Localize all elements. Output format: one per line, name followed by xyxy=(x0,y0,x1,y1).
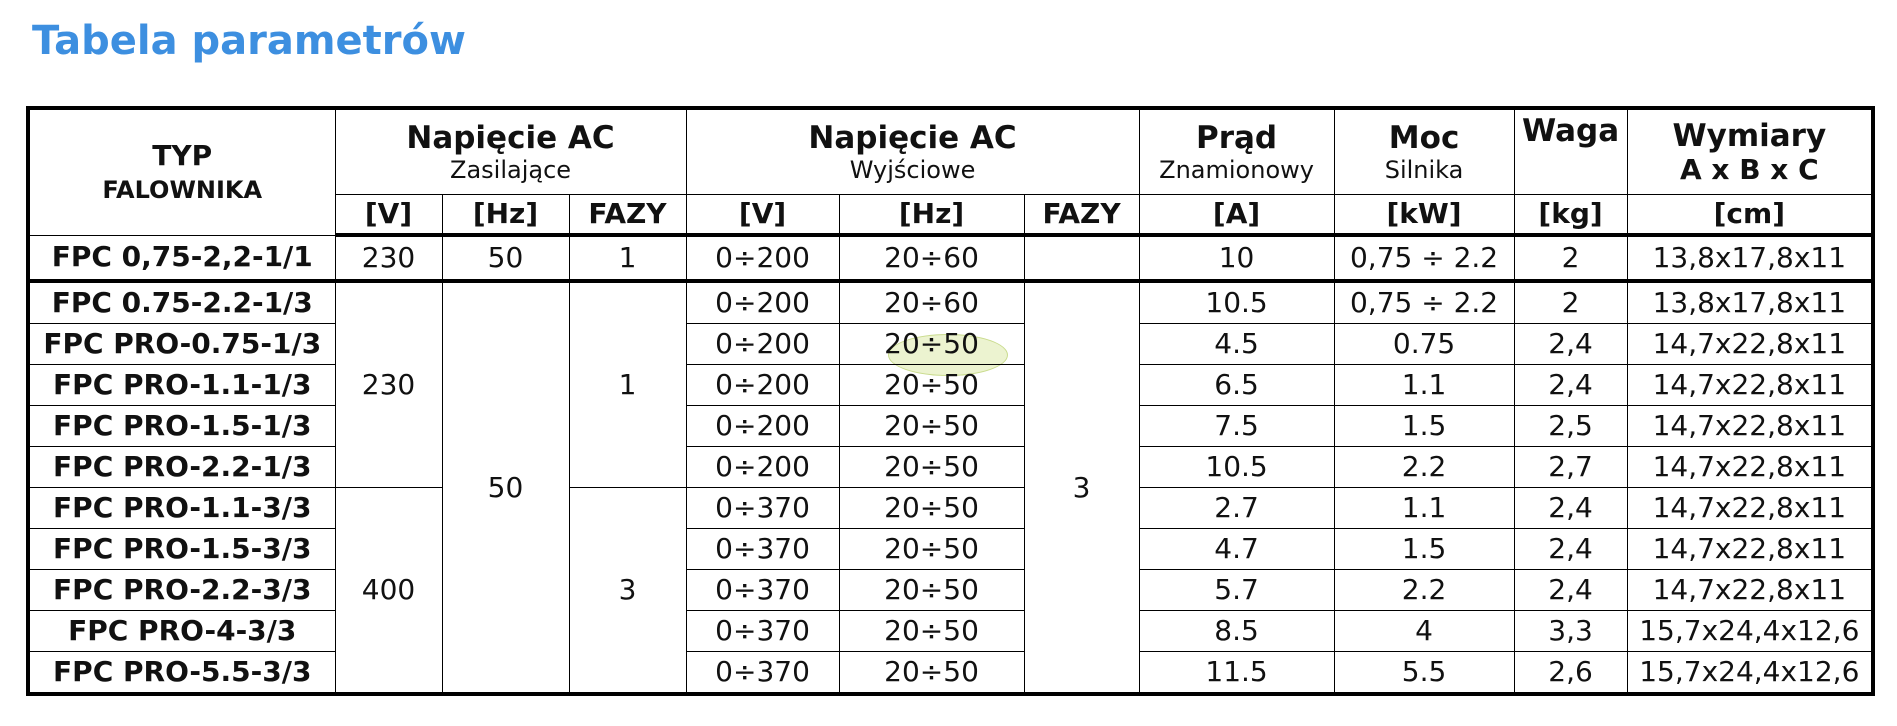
cell-output-hz: 20÷50 xyxy=(839,529,1024,570)
cell-weight: 2,4 xyxy=(1514,488,1627,529)
cell-power: 4 xyxy=(1334,611,1514,652)
cell-output-v: 0÷370 xyxy=(686,570,839,611)
cell-weight: 2,4 xyxy=(1514,324,1627,365)
cell-current: 10 xyxy=(1139,235,1334,281)
cell-output-v: 0÷200 xyxy=(686,324,839,365)
cell-weight: 2,6 xyxy=(1514,652,1627,695)
cell-output-v: 0÷200 xyxy=(686,365,839,406)
header-supply-sub: Zasilające xyxy=(450,155,572,184)
cell-output-v: 0÷200 xyxy=(686,235,839,281)
cell-supply-hz-group: 50 xyxy=(442,281,569,694)
cell-power: 2.2 xyxy=(1334,570,1514,611)
cell-output-v: 0÷370 xyxy=(686,529,839,570)
cell-model: FPC PRO-1.5-1/3 xyxy=(28,406,335,447)
cell-weight: 2,4 xyxy=(1514,529,1627,570)
cell-model: FPC PRO-2.2-3/3 xyxy=(28,570,335,611)
cell-output-v: 0÷370 xyxy=(686,652,839,695)
cell-power: 2.2 xyxy=(1334,447,1514,488)
table-row xyxy=(28,570,1873,611)
cell-supply-hz: 50 xyxy=(442,235,569,281)
cell-model: FPC 0,75-2,2-1/1 xyxy=(28,235,335,281)
page-title: Tabela parametrów xyxy=(32,18,466,64)
header-typ xyxy=(28,108,335,235)
table-row xyxy=(28,529,1873,570)
cell-dims: 15,7x24,4x12,6 xyxy=(1627,652,1873,695)
unit-output-v: [V] xyxy=(686,195,839,236)
header-supply xyxy=(335,108,686,195)
cell-model: FPC PRO-1.5-3/3 xyxy=(28,529,335,570)
cell-dims: 14,7x22,8x11 xyxy=(1627,365,1873,406)
cell-dims: 14,7x22,8x11 xyxy=(1627,529,1873,570)
cell-current: 6.5 xyxy=(1139,365,1334,406)
cell-current: 10.5 xyxy=(1139,281,1334,324)
cell-weight: 2 xyxy=(1514,281,1627,324)
table-row xyxy=(28,281,1873,324)
cell-supply-v-group: 230 xyxy=(335,281,442,488)
cell-model: FPC PRO-0.75-1/3 xyxy=(28,324,335,365)
header-current-main: Prąd xyxy=(1196,119,1278,156)
cell-power: 5.5 xyxy=(1334,652,1514,695)
cell-model: FPC PRO-4-3/3 xyxy=(28,611,335,652)
cell-current: 2.7 xyxy=(1139,488,1334,529)
unit-dims: [cm] xyxy=(1627,195,1873,236)
cell-current: 7.5 xyxy=(1139,406,1334,447)
cell-dims: 14,7x22,8x11 xyxy=(1627,406,1873,447)
header-dims-main: Wymiary xyxy=(1672,117,1827,154)
unit-output-hz: [Hz] xyxy=(839,195,1024,236)
cell-output-hz: 20÷60 xyxy=(839,281,1024,324)
cell-power: 1.5 xyxy=(1334,406,1514,447)
cell-supply-phases-group: 1 xyxy=(569,281,686,488)
cell-output-v: 0÷370 xyxy=(686,611,839,652)
cell-current: 4.7 xyxy=(1139,529,1334,570)
unit-weight: [kg] xyxy=(1514,195,1627,236)
unit-current: [A] xyxy=(1139,195,1334,236)
cell-output-hz: 20÷50 xyxy=(839,406,1024,447)
cell-output-v: 0÷200 xyxy=(686,406,839,447)
cell-current: 5.7 xyxy=(1139,570,1334,611)
cell-output-v: 0÷200 xyxy=(686,281,839,324)
cell-weight: 3,3 xyxy=(1514,611,1627,652)
cell-supply-phases-group: 3 xyxy=(569,488,686,695)
table-row xyxy=(28,447,1873,488)
cell-dims: 14,7x22,8x11 xyxy=(1627,570,1873,611)
parameters-table xyxy=(26,106,1875,696)
cell-dims: 13,8x17,8x11 xyxy=(1627,235,1873,281)
cell-model: FPC PRO-5.5-3/3 xyxy=(28,652,335,695)
cell-dims: 14,7x22,8x11 xyxy=(1627,447,1873,488)
cell-supply-phases: 1 xyxy=(569,235,686,281)
cell-dims: 13,8x17,8x11 xyxy=(1627,281,1873,324)
cell-dims: 14,7x22,8x11 xyxy=(1627,488,1873,529)
header-weight xyxy=(1514,108,1627,195)
table-row xyxy=(28,488,1873,529)
unit-output-phases: FAZY xyxy=(1024,195,1139,236)
cell-current: 11.5 xyxy=(1139,652,1334,695)
header-current xyxy=(1139,108,1334,195)
header-row xyxy=(28,108,1873,195)
header-supply-main: Napięcie AC xyxy=(406,119,615,156)
header-dims xyxy=(1627,108,1873,195)
unit-power: [kW] xyxy=(1334,195,1514,236)
header-output-sub: Wyjściowe xyxy=(849,155,976,184)
table-row xyxy=(28,652,1873,695)
cell-weight: 2,7 xyxy=(1514,447,1627,488)
cell-output-phases xyxy=(1024,235,1139,281)
cell-power: 0,75 ÷ 2.2 xyxy=(1334,235,1514,281)
cell-output-v: 0÷370 xyxy=(686,488,839,529)
cell-dims: 15,7x24,4x12,6 xyxy=(1627,611,1873,652)
cell-output-hz: 20÷50 xyxy=(839,447,1024,488)
cell-output-hz: 20÷50 xyxy=(839,611,1024,652)
cell-output-hz: 20÷50 xyxy=(839,488,1024,529)
header-weight-main: Waga xyxy=(1522,113,1620,149)
cell-weight: 2 xyxy=(1514,235,1627,281)
cell-output-hz: 20÷60 xyxy=(839,235,1024,281)
cell-model: FPC PRO-2.2-1/3 xyxy=(28,447,335,488)
cell-dims: 14,7x22,8x11 xyxy=(1627,324,1873,365)
cell-current: 8.5 xyxy=(1139,611,1334,652)
cell-weight: 2,4 xyxy=(1514,570,1627,611)
cell-output-hz: 20÷50 xyxy=(839,365,1024,406)
header-typ-main: TYP xyxy=(152,139,213,173)
unit-supply-v: [V] xyxy=(335,195,442,236)
cell-weight: 2,4 xyxy=(1514,365,1627,406)
cell-power: 0.75 xyxy=(1334,324,1514,365)
cell-power: 1.5 xyxy=(1334,529,1514,570)
cell-weight: 2,5 xyxy=(1514,406,1627,447)
cell-power: 1.1 xyxy=(1334,365,1514,406)
header-output-main: Napięcie AC xyxy=(808,119,1017,156)
header-power xyxy=(1334,108,1514,195)
table-row xyxy=(28,365,1873,406)
cell-current: 10.5 xyxy=(1139,447,1334,488)
cell-output-v: 0÷200 xyxy=(686,447,839,488)
table-row xyxy=(28,324,1873,365)
cell-current: 4.5 xyxy=(1139,324,1334,365)
cell-model: FPC PRO-1.1-3/3 xyxy=(28,488,335,529)
cell-supply-v: 230 xyxy=(335,235,442,281)
header-typ-sub: FALOWNIKA xyxy=(102,176,263,205)
cell-power: 0,75 ÷ 2.2 xyxy=(1334,281,1514,324)
cell-output-phases-group: 3 xyxy=(1024,281,1139,694)
unit-supply-phases: FAZY xyxy=(569,195,686,236)
cell-output-hz: 20÷50 xyxy=(839,570,1024,611)
header-output xyxy=(686,108,1139,195)
header-power-main: Moc xyxy=(1388,119,1460,156)
cell-model: FPC 0.75-2.2-1/3 xyxy=(28,281,335,324)
cell-output-hz: 20÷50 xyxy=(839,324,1024,365)
unit-supply-hz: [Hz] xyxy=(442,195,569,236)
cell-output-hz: 20÷50 xyxy=(839,652,1024,695)
cell-supply-v-group: 400 xyxy=(335,488,442,695)
header-power-sub: Silnika xyxy=(1384,155,1464,184)
table-row xyxy=(28,235,1873,281)
header-dims-sub: A x B x C xyxy=(1679,152,1819,186)
table-row xyxy=(28,611,1873,652)
cell-model: FPC PRO-1.1-1/3 xyxy=(28,365,335,406)
table-row xyxy=(28,406,1873,447)
cell-power: 1.1 xyxy=(1334,488,1514,529)
header-current-sub: Znamionowy xyxy=(1159,155,1314,184)
